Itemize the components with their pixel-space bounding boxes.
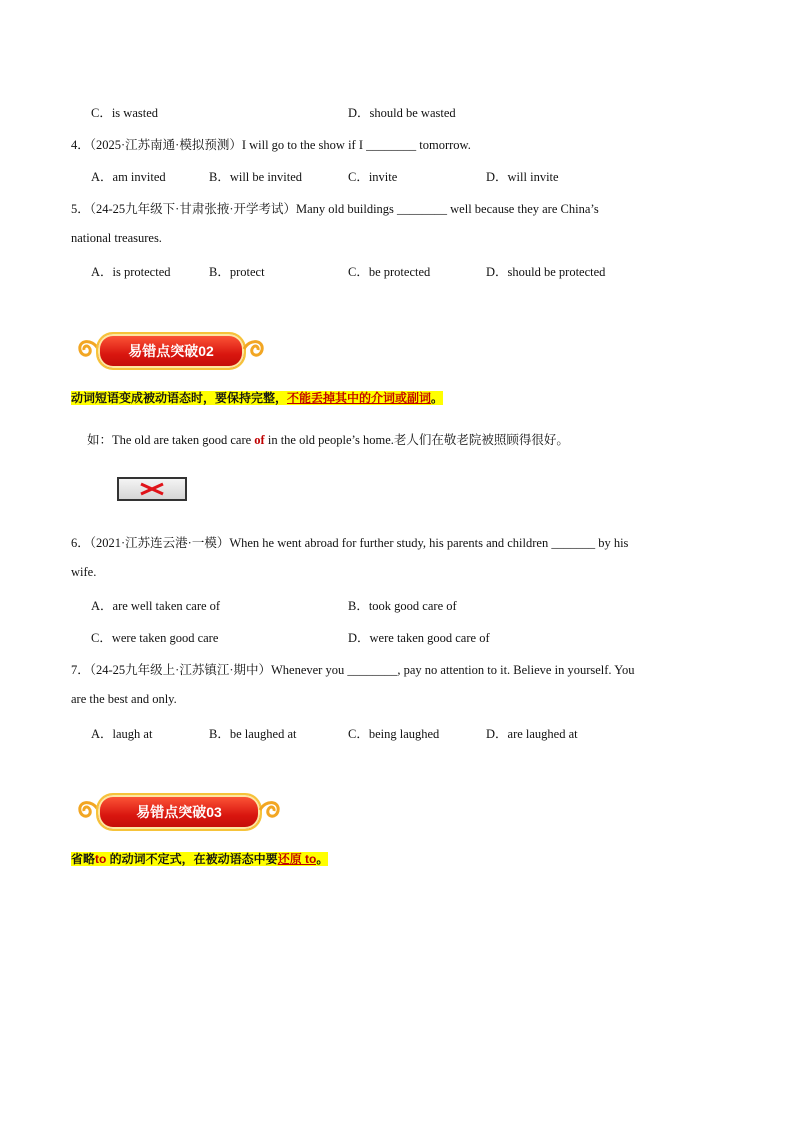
rule-02-highlight: 不能丢掉其中的介词或副词: [287, 391, 432, 405]
example-02-suffix: in the old people’s home.老人们在敬老院被照顾得很好。: [264, 433, 569, 447]
section-title-03: 易错点突破03: [96, 793, 262, 831]
q3-option-c: C．is wasted: [91, 106, 159, 120]
q5-option-a: A．is protected: [91, 265, 171, 279]
q6-option-a: A．are well taken care of: [91, 599, 221, 613]
question-5-line1: 5．（24-25九年级下·甘肃张掖·开学考试）Many old buildings ________ well because they are China’s: [71, 202, 599, 216]
rule-03-prefix: 省略: [71, 852, 96, 866]
question-4-text: 4．（2025·江苏南通·模拟预测）I will go to the show if I ________ tomorrow.: [71, 138, 471, 152]
q4-option-d: D．will invite: [486, 170, 559, 184]
q7-option-b: B．be laughed at: [209, 727, 297, 741]
q5-option-b: B．protect: [209, 265, 265, 279]
question-6-line2: wife.: [71, 565, 97, 579]
decorative-swirl-right-icon: [242, 336, 268, 362]
q5-option-d: D．should be protected: [486, 265, 606, 279]
q7-option-c: C．being laughed: [348, 727, 440, 741]
question-7-line1: 7．（24-25九年级上·江苏镇江·期中）Whenever you ________, pay no attention to it. Believe in yourself. You: [71, 663, 635, 677]
rule-02-suffix: 。: [431, 391, 444, 405]
section-banner-03: [74, 789, 284, 833]
q3-option-d: D．should be wasted: [348, 106, 456, 120]
q6-option-d: D．were taken good care of: [348, 631, 490, 645]
q7-option-a: A．laugh at: [91, 727, 153, 741]
wrong-cross-icon: [117, 477, 187, 501]
rule-03-highlight: 还原 to: [277, 852, 317, 866]
section-banner-02: [74, 328, 268, 372]
section-title-02: 易错点突破02: [96, 332, 246, 370]
q6-option-b: B．took good care of: [348, 599, 457, 613]
rule-03-to: to: [95, 852, 107, 866]
question-5-line2: national treasures.: [71, 231, 162, 245]
example-02-prefix: 如：The old are taken good care: [87, 433, 255, 447]
rule-03-mid: 的动词不定式，在被动语态中要: [106, 852, 278, 866]
question-6-line1: 6．（2021·江苏连云港·一模）When he went abroad for further study, his parents and children _______ by his: [71, 536, 629, 550]
question-7-line2: are the best and only.: [71, 692, 177, 706]
example-02-keyword: of: [254, 433, 265, 447]
q5-option-c: C．be protected: [348, 265, 431, 279]
rule-03: [71, 850, 328, 867]
q4-option-b: B．will be invited: [209, 170, 303, 184]
rule-03-suffix: 。: [316, 852, 329, 866]
q6-option-c: C．were taken good care: [91, 631, 219, 645]
q7-option-d: D．are laughed at: [486, 727, 578, 741]
decorative-swirl-right-icon: [258, 797, 284, 823]
example-02: [87, 430, 569, 448]
q4-option-a: A．am invited: [91, 170, 166, 184]
rule-02-prefix: 动词短语变成被动语态时，要保持完整，: [71, 391, 288, 405]
rule-02: [71, 389, 443, 406]
q4-option-c: C．invite: [348, 170, 398, 184]
